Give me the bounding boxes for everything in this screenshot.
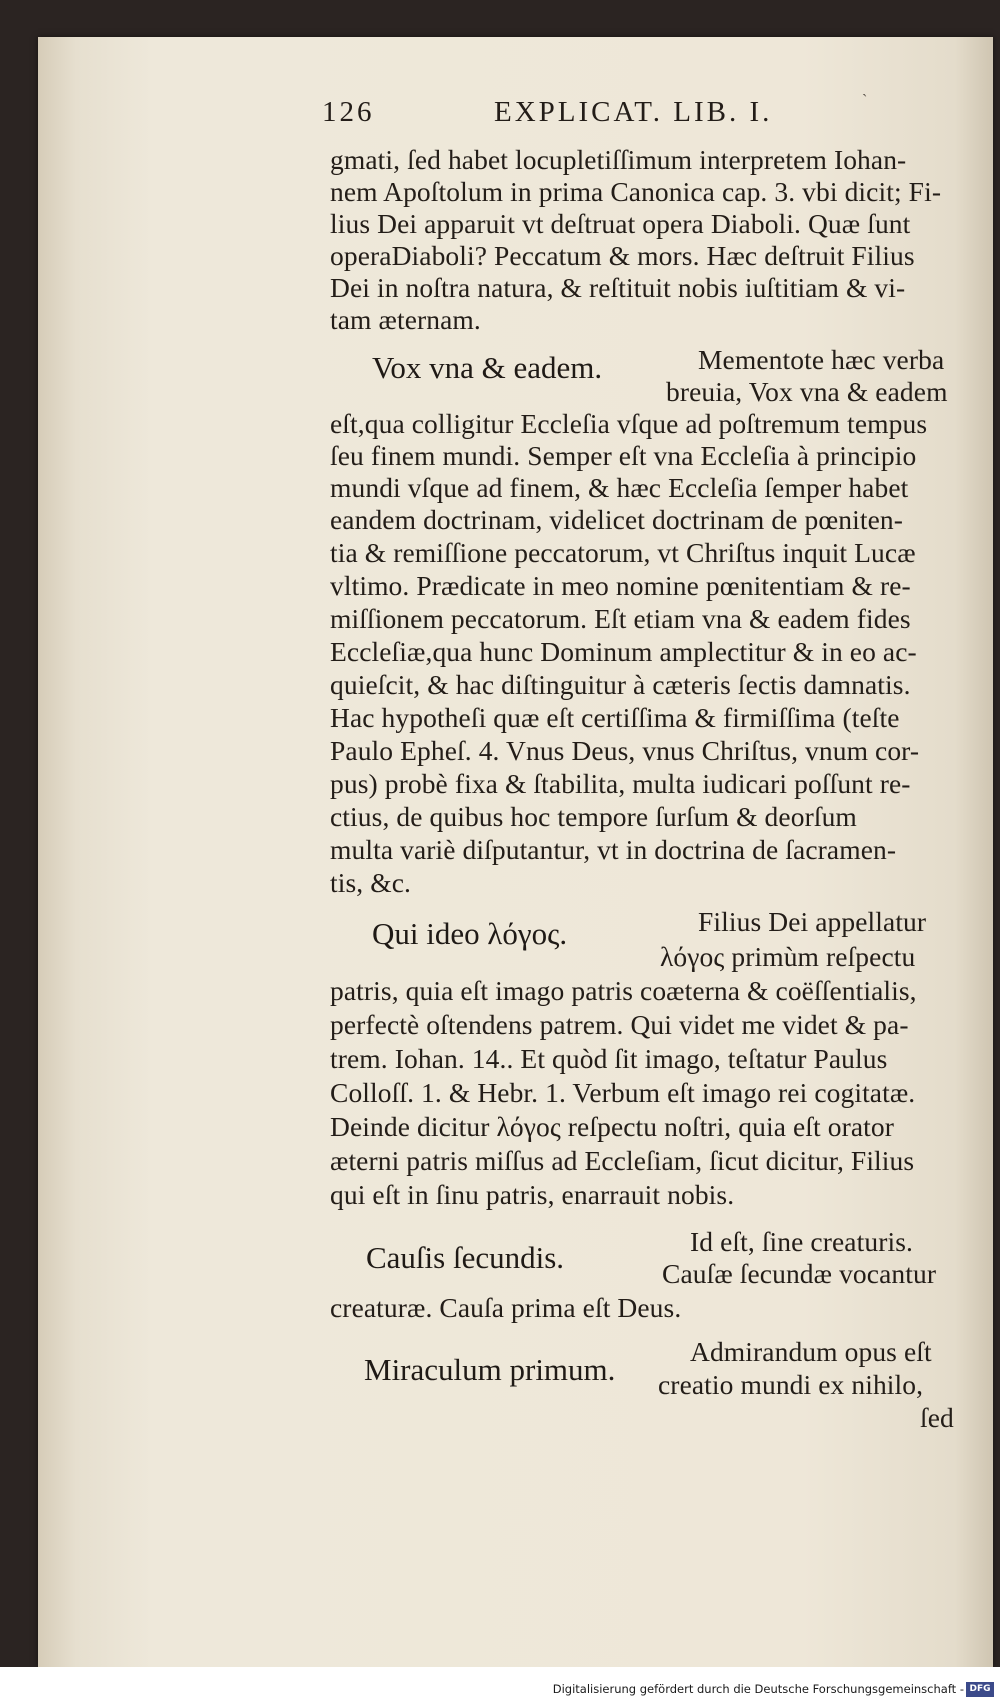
text-line: Id eſt, ſine creaturis. [690,1226,913,1257]
text-line: Mementote hæc verba [698,344,945,375]
text-line: Filius Dei appellatur [698,906,927,937]
text-line: Admirandum opus eſt [690,1336,932,1367]
ink-mark: ˋ [862,92,868,109]
marginal-heading: Vox vna & eadem. [372,350,603,385]
text-line: qui eſt in ſinu patris, enarrauit nobis. [330,1179,735,1210]
text-line: pus) probè fixa & ſtabilita, multa iudicari poſſunt re- [330,768,911,799]
text-line: æterni patris miſſus ad Eccleſiam, ſicut dicitur, Filius [330,1145,915,1176]
text-line: creaturæ. Cauſa prima eſt Deus. [330,1292,682,1323]
marginal-heading: Cauſis ſecundis. [366,1240,565,1275]
marginal-heading: Qui ideo λόγος. [372,916,568,951]
text-line: ſed [920,1402,954,1433]
text-line: multa variè diſputantur, vt in doctrina de ſacramen- [330,834,897,865]
text-line: Colloſſ. 1. & Hebr. 1. Verbum eſt imago rei cogitatæ. [330,1077,916,1108]
text-line: nem Apoſtolum in prima Canonica cap. 3. vbi dicit; Fi- [330,176,942,207]
running-title: EXPLICAT. LIB. I. [494,96,773,128]
digitization-footer [0,1667,1000,1706]
text-line: operaDiaboli? Peccatum & mors. Hæc deſtruit Filius [330,240,915,271]
dfg-logo-icon: DFG [966,1682,994,1697]
text-line: tam æternam. [330,304,481,335]
text-line: breuia, Vox vna & eadem [666,376,948,407]
text-line: perfectè oſtendens patrem. Qui videt me videt & pa- [330,1009,909,1040]
text-line: Cauſæ ſecundæ vocantur [662,1258,937,1289]
text-line: Hac hypotheſi quæ eſt certiſſima & firmiſſima (teſte [330,702,900,733]
text-line: Paulo Epheſ. 4. Vnus Deus, vnus Chriſtus, vnum cor- [330,735,920,766]
text-line: Eccleſiæ,qua hunc Dominum amplectitur & in eo ac- [330,636,917,667]
text-line: λόγος primùm reſpectu [660,941,916,972]
marginal-heading: Miraculum primum. [364,1352,616,1387]
text-line: lius Dei apparuit vt deſtruat opera Diaboli. Quæ ſunt [330,208,911,239]
text-line: creatio mundi ex nihilo, [658,1369,924,1400]
text-line: patris, quia eſt imago patris coæterna & coëſſentialis, [330,975,917,1006]
text-line: eandem doctrinam, videlicet doctrinam de pœniten- [330,504,904,535]
text-line: miſſionem peccatorum. Eſt etiam vna & eadem fides [330,603,911,634]
text-line: quieſcit, & hac diſtinguitur à cæteris ſectis damnatis. [330,669,911,700]
text-line: gmati, ſed habet locupletiſſimum interpretem Iohan- [330,144,907,175]
text-line: mundi vſque ad finem, & hæc Eccleſia ſemper habet [330,472,909,503]
footer-credit: Digitalisierung gefördert durch die Deutsche Forschungsgemeinschaft - [552,1682,964,1696]
text-line: Deinde dicitur λόγος reſpectu noſtri, quia eſt orator [330,1111,895,1142]
text-line: tis, &c. [330,867,412,898]
text-line: eſt,qua colligitur Eccleſia vſque ad poſtremum tempus [330,408,928,439]
text-line: trem. Iohan. 14.. Et quòd ſit imago, teſtatur Paulus [330,1043,888,1074]
text-line: ctius, de quibus hoc tempore ſurſum & deorſum [330,801,857,832]
page-number: 126 [322,96,375,128]
text-line: Dei in noſtra natura, & reſtituit nobis iuſtitiam & vi- [330,272,906,303]
text-line: tia & remiſſione peccatorum, vt Chriſtus inquit Lucæ [330,537,916,568]
text-line: ſeu finem mundi. Semper eſt vna Eccleſia à principio [330,440,917,471]
text-line: vltimo. Prædicate in meo nomine pœnitentiam & re- [330,570,911,601]
